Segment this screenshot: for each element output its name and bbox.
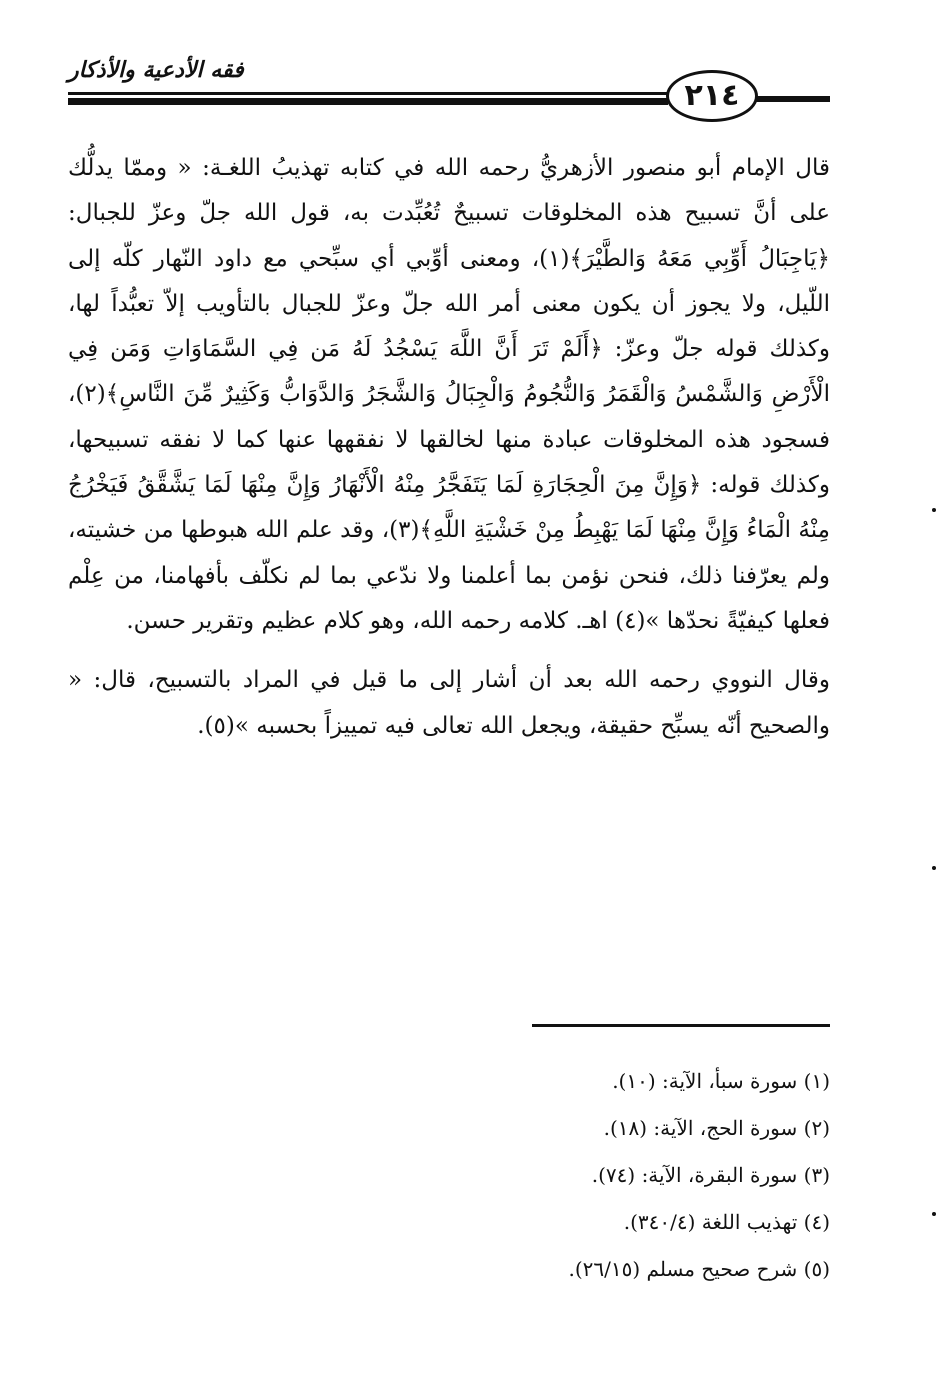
book-title: فقه الأدعية والأذكار	[68, 58, 244, 83]
footnote-separator	[532, 1024, 830, 1027]
paragraph: قال الإمام أبو منصور الأزهريُّ رحمه الله في كتابه تهذيبُ اللغـة: « وممّا يدلُّك على أنَّ تسبيح هذه المخلوقات تسبيحٌ تُعُبِّدت به، قول الله جلّ وعزّ للجبال: ﴿يَاجِبَالُ أَوِّبِي مَعَهُ وَالطَّيْرَ﴾(١)، ومعنى أوِّبي أي سبِّحي مع داود النّهار كلّه إلى اللّيل، ولا يجوز أن يكون معنى أمر الله جلّ وعزّ للجبال بالتأويب إلاّ تعبُّداً لها، وكذلك قوله جلّ وعزّ: ﴿أَلَمْ تَرَ أَنَّ اللَّهَ يَسْجُدُ لَهُ مَن فِي السَّمَاوَاتِ وَمَن فِي الْأَرْضِ وَالشَّمْسُ وَالْقَمَرُ وَالنُّجُومُ وَالْجِبَالُ وَالشَّجَرُ وَالدَّوَابُّ وَكَثِيرٌ مِّنَ النَّاسِ﴾(٢)، فسجود هذه المخلوقات عبادة منها لخالقها لا نفقهها عنها كما لا نفقه تسبيحها، وكذلك قوله: ﴿وَإِنَّ مِنَ الْحِجَارَةِ لَمَا يَتَفَجَّرُ مِنْهُ الْأَنْهَارُ وَإِنَّ مِنْهَا لَمَا يَشَّقَّقُ فَيَخْرُجُ مِنْهُ الْمَاءُ وَإِنَّ مِنْهَا لَمَا يَهْبِطُ مِنْ خَشْيَةِ اللَّهِ﴾(٣)، وقد علم الله هبوطها من خشيته، ولم يعرّفنا ذلك، فنحن نؤمن بما أعلمنا ولا ندّعي بما لم نكلّف بأفهامنا، من عِلْم فعلها كيفيّةً نحدّها »(٤) اهـ. كلامه رحمه الله، وهو كلام عظيم وتقرير حسن.	[68, 155, 830, 634]
page-header	[68, 58, 830, 140]
footnote: (٣) سورة البقرة، الآية: (٧٤).	[591, 1163, 830, 1187]
header-rule-thick	[68, 98, 668, 105]
scan-mark	[932, 508, 936, 512]
footnote: (٢) سورة الحج، الآية: (١٨).	[603, 1116, 830, 1140]
footnote: (١) سورة سبأ، الآية: (١٠).	[612, 1069, 830, 1093]
main-text	[68, 146, 830, 749]
footnotes	[500, 1058, 830, 1293]
footnote: (٥) شرح صحيح مسلم (٢٦/١٥).	[568, 1257, 830, 1281]
page-number: ٢١٤	[666, 70, 758, 122]
header-rule-thin	[68, 92, 668, 95]
footnote: (٤) تهذيب اللغة (٣٤٠/٤).	[623, 1210, 830, 1234]
paragraph: وقال النووي رحمه الله بعد أن أشار إلى ما قيل في المراد بالتسبيح، قال: « والصحيح أنّه يسبِّح حقيقة، ويجعل الله تعالى فيه تمييزاً بحسبه »(٥).	[68, 667, 830, 739]
scan-mark	[932, 1212, 936, 1216]
scan-mark	[932, 866, 936, 870]
header-rule-right	[756, 96, 830, 102]
